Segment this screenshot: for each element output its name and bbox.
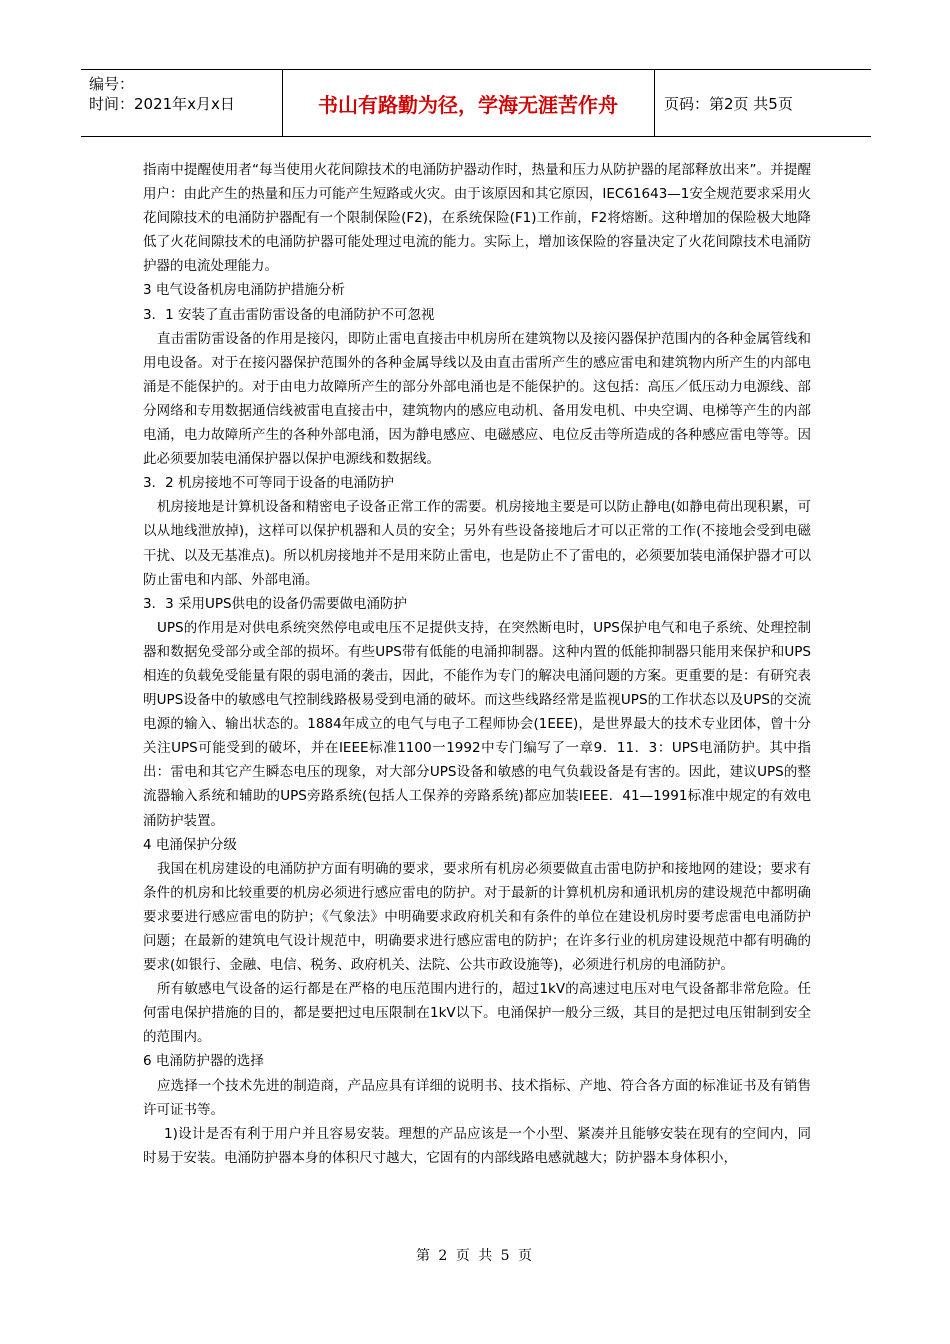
body-paragraph: 1)设计是否有利于用户并且容易安装。理想的产品应该是一个小型、紧凑并且能够安装在现有的空间内，同时易于安装。电涌防护器本身的体积尺寸越大，它固有的内部线路电感就越大；防护器本身体积小， (143, 1125, 811, 1166)
body-paragraph: 我国在机房建设的电涌防护方面有明确的要求，要求所有机房必须要做直击雷电防护和接地网的建设；要求有条件的机房和比较重要的机房必须进行感应雷电的防护。对于最新的计算机机房和通讯机房的建设规范中都明确要求要进行感应雷电的防护；《气象法》中明确要求政府机关和有条件的单位在建设机房时要考虑雷电电涌防护问题；在最新的建筑电气设计规范中，明确要求进行感应雷电的防护；在许多行业的机房建设规范中都有明确的要求(如银行、金融、电信、税务、政府机关、法院、公共市政设施等)，必须进行机房的电涌防护。 (143, 860, 811, 974)
document-body (143, 158, 811, 1170)
section-heading: 6 电涌防护器的选择 (143, 1053, 264, 1070)
header-motto: 书山有路勤为径，学海无涯苦作舟 (318, 93, 618, 117)
document-date: 时间：2021年x月x日 (89, 95, 235, 113)
body-paragraph: 机房接地是计算机设备和精密电子设备正常工作的需要。机房接地主要是可以防止静电(如静电荷出现积累，可以从地线泄放掉)，这样可以保护机器和人员的安全；另外有些设备接地后才可以正常的工作(不接地会受到电磁干扰、以及无基准点)。所以机房接地并不是用来防止雷电，也是防止不了雷电的，必须要加装电涌保护器才可以防止雷电和内部、外部电涌。 (143, 499, 811, 588)
subsection-heading: 3．2 机房接地不可等同于设备的电涌防护 (143, 475, 394, 492)
header-table (81, 69, 871, 137)
body-paragraph: 所有敏感电气设备的运行都是在严格的电压范围内进行的，超过1kV的高速过电压对电气设备都非常危险。任何雷电保护措施的目的，都是要把过电压限制在1kV以下。电涌保护一般分三级，其目的是把过电压钳制到安全的范围内。 (143, 981, 811, 1046)
subsection-heading: 3．3 采用UPS供电的设备仍需要做电涌防护 (143, 595, 408, 612)
section-heading: 3 电气设备机房电涌防护措施分析 (143, 282, 345, 299)
header-divider (654, 70, 655, 136)
body-paragraph: 应选择一个技术先进的制造商，产品应具有详细的说明书、技术指标、产地、符合各方面的标准证书及有销售许可证书等。 (143, 1077, 811, 1118)
section-heading: 4 电涌保护分级 (143, 836, 237, 853)
body-paragraph: 指南中提醒使用者“每当使用火花间隙技术的电涌防护器动作时，热量和压力从防护器的尾部释放出来”。并提醒用户：由此产生的热量和压力可能产生短路或火灾。由于该原因和其它原因，IEC61643—1安全规范要求采用火花间隙技术的电涌防护器配有一个限制保险(F2)，在系统保险(F1)工作前，F2将熔断。这种增加的保险极大地降低了火花间隙技术的电涌防护器可能处理过电流的能力。实际上，增加该保险的容量决定了火花间隙技术电涌防护器的电流处理能力。 (143, 162, 811, 275)
page-footer: 第 2 页 共 5 页 (415, 1248, 535, 1264)
subsection-heading: 3．1 安装了直击雷防雷设备的电涌防护不可忽视 (143, 306, 435, 323)
body-paragraph: UPS的作用是对供电系统突然停电或电压不足提供支持，在突然断电时，UPS保护电气和电子系统、处理控制器和数据免受部分或全部的损坏。有些UPS带有低能的电涌抑制器。这种内置的低能抑制器只能用来保护和UPS相连的负载免受能量有限的弱电涌的袭击，因此，不能作为专门的解决电涌问题的方案。更重要的是：有研究表明UPS设备中的敏感电气控制线路极易受到电涌的破坏。而这些线路经常是监视UPS的工作状态以及UPS的交流电源的输入、输出状态的。1884年成立的电气与电子工程师协会(1EEE)，是世界最大的技术专业团体，曾十分关注UPS可能受到的破坏，并在IEEE标准1100一1992中专门编写了一章9．11．3：UPS电涌防护。其中指出：雷电和其它产生瞬态电压的现象，对大部分UPS设备和敏感的电气负载设备是有害的。因此，建议UPS的整流器输入系统和辅助的UPS旁路系统(包括人工保养的旁路系统)都应加装IEEE．41—1991标准中规定的有效电涌防护装置。 (143, 619, 811, 829)
body-paragraph: 直击雷防雷设备的作用是接闪，即防止雷电直接击中机房所在建筑物以及接闪器保护范围内的各种金属管线和用电设备。对于在接闪器保护范围外的各种金属导线以及由直击雷所产生的感应雷电和建筑物内所产生的内部电涌是不能保护的。对于由电力故障所产生的部分外部电涌也是不能保护的。这包括：高压／低压动力电源线、部分网络和专用数据通信线被雷电直接击中，建筑物内的感应电动机、备用发电机、中央空调、电梯等产生的内部电涌，电力故障所产生的各种外部电涌，因为静电感应、电磁感应、电位反击等所造成的各种感应雷电等等。因此必须要加装电涌保护器以保护电源线和数据线。 (143, 330, 811, 468)
document-id-label: 编号： (89, 75, 135, 93)
header-page-number: 页码：第2页 共5页 (664, 95, 793, 113)
